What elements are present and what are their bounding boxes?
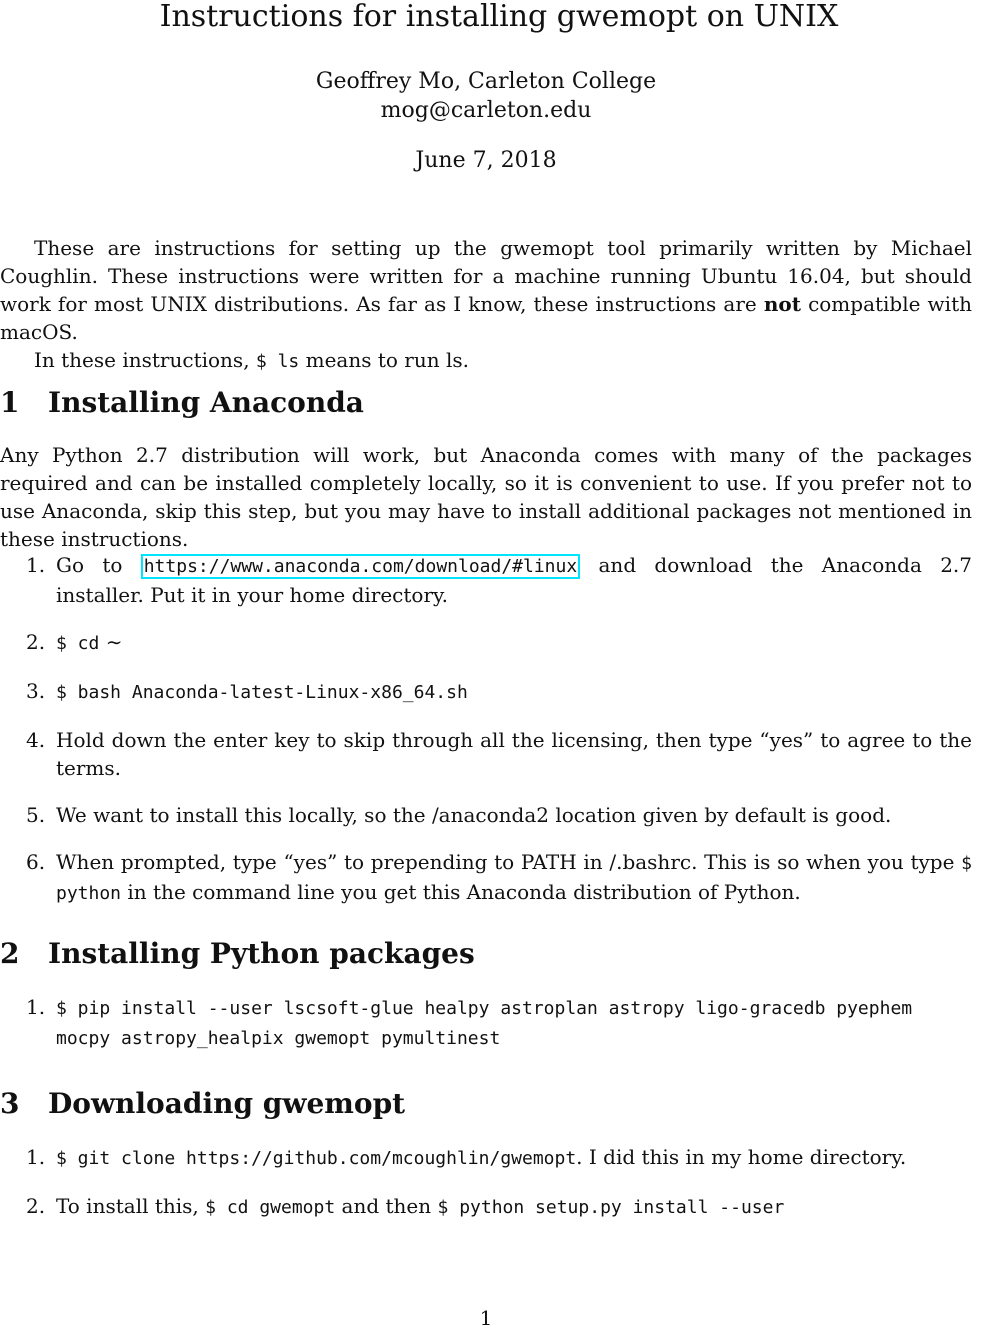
- list-item: 1. $ pip install --user lscsoft-glue healpy astroplan astropy ligo-gracedb pyephem mocpy astropy_healpix gwemopt pymultinest: [26, 995, 913, 1049]
- list-item: 2. To install this, $ cd gwemopt and then $ python setup.py install --user: [26, 1194, 785, 1218]
- section-3-list: [0, 1143, 972, 1222]
- section-2-list: [0, 993, 972, 1053]
- author-email: mog@carleton.edu: [380, 98, 592, 123]
- document-title: Instructions for installing gwemopt on UNIX: [159, 0, 839, 34]
- list-item: 3. $ bash Anaconda-latest-Linux-x86_64.sh: [26, 679, 468, 703]
- section-heading-2: 2 Installing Python packages: [0, 937, 475, 970]
- section-1-list: [0, 551, 972, 908]
- list-item: 1. $ git clone https://github.com/mcoughlin/gwemopt. I did this in my home directory.: [26, 1145, 907, 1169]
- list-item: 5. We want to install this locally, so the /anaconda2 location given by default is good.: [26, 803, 892, 827]
- section-heading-3: 3 Downloading gwemopt: [0, 1087, 406, 1120]
- intro-paragraph-2: In these instructions, $ ls means to run ls.: [34, 348, 469, 372]
- inline-code: $ ls: [255, 351, 300, 372]
- intro-section: [0, 234, 972, 376]
- section-heading-1: 1 Installing Anaconda: [0, 386, 364, 419]
- list-item: 2. $ cd ∼: [26, 630, 123, 654]
- list-item: 6. When prompted, type “yes” to prepending to PATH in /.bashrc. This is so when you type $ python in the command line you get this Anaconda distribution of Python.: [26, 850, 972, 904]
- page-number: 1: [479, 1306, 493, 1330]
- bold-not: not: [763, 292, 801, 316]
- author-line: Geoffrey Mo, Carleton College: [315, 69, 657, 94]
- section-1-paragraph: Any Python 2.7 distribution will work, but Anaconda comes with many of the packages required and can be installed completely locally, so it is convenient to use. If you prefer not to use Anaconda, skip this step, but you may have to install additional packages not mentioned in these instructions.: [0, 443, 972, 551]
- list-item: 4. Hold down the enter key to skip through all the licensing, then type “yes” to agree to the terms.: [26, 728, 972, 780]
- anaconda-download-link[interactable]: https://www.anaconda.com/download/#linux: [141, 554, 580, 579]
- document-date: June 7, 2018: [415, 148, 557, 173]
- intro-paragraph-1: These are instructions for setting up the gwemopt tool primarily written by Michael Coughlin. These instructions were written for a machine running Ubuntu 16.04, but should work for most UNIX distributions. As far as I know, these instructions are not compatible with macOS.: [0, 236, 972, 344]
- list-item: 1. Go to https://www.anaconda.com/download/#linux and download the Anaconda 2.7 installer. Put it in your home directory.: [26, 553, 973, 607]
